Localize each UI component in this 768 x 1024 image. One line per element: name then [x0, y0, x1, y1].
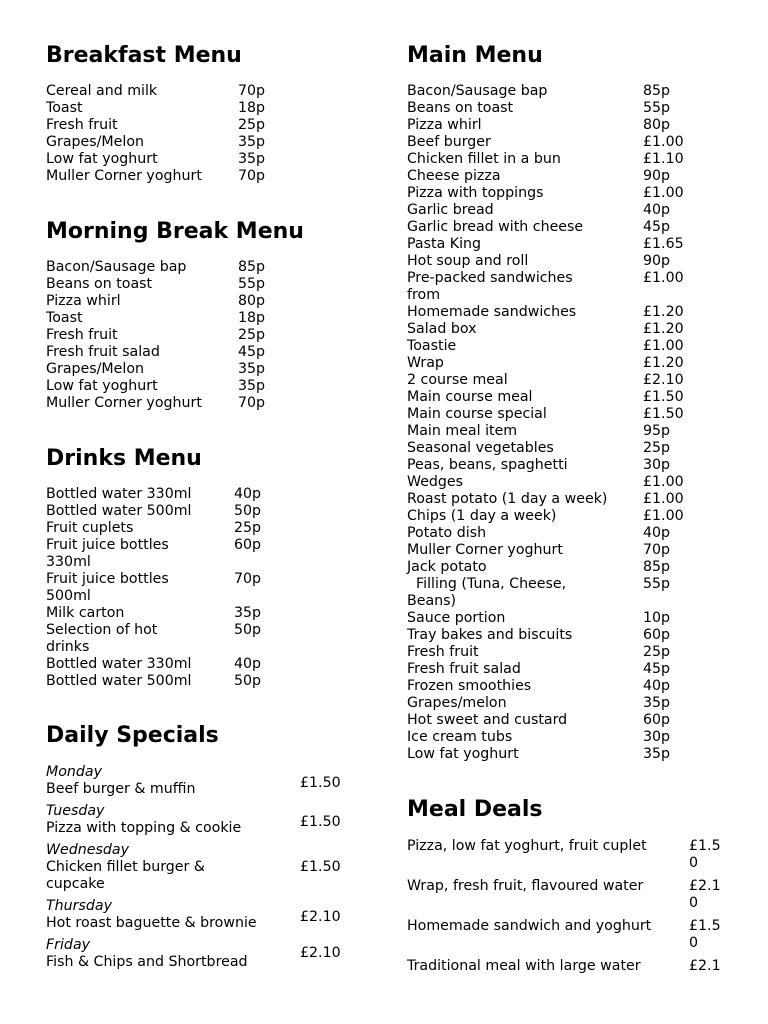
- menu-item: Low fat yoghurt 35p: [46, 378, 266, 394]
- deal-name: Homemade sandwich and yoghurt: [407, 918, 652, 934]
- special-day: Monday: [46, 764, 103, 780]
- menu-item: Main course meal £1.50: [407, 389, 684, 405]
- menu-item: Pre-packed sandwiches from £1.00: [407, 270, 684, 303]
- menu-item: Bacon/Sausage bap 85p: [407, 83, 671, 99]
- special-price: £1.50: [300, 859, 341, 875]
- menu-item: Grapes/Melon 35p: [46, 134, 266, 150]
- deal-price: £1.5 0: [689, 838, 721, 871]
- menu-item: Toast 18p: [46, 100, 266, 116]
- menu-item: Fresh fruit 25p: [407, 644, 671, 660]
- menu-item: Bottled water 330ml 40p: [46, 486, 262, 502]
- menu-item: Fresh fruit 25p: [46, 327, 266, 343]
- menu-item: Muller Corner yoghurt 70p: [46, 168, 266, 184]
- menu-item: Pizza with toppings £1.00: [407, 185, 684, 201]
- menu-item: Fruit juice bottles 330ml 60p: [46, 537, 262, 570]
- special-price: £1.50: [300, 775, 341, 791]
- menu-item: Grapes/melon 35p: [407, 695, 671, 711]
- deal-name: Wrap, fresh fruit, flavoured water: [407, 878, 644, 894]
- breakfast-section: [46, 42, 265, 185]
- menu-item: Main meal item 95p: [407, 423, 671, 439]
- section-title: Meal Deals: [407, 797, 543, 822]
- deals-section: [407, 796, 721, 975]
- menu-item: Cheese pizza 90p: [407, 168, 671, 184]
- special-name: Pizza with topping & cookie: [46, 820, 242, 836]
- specials-section: [46, 722, 341, 971]
- menu-item: Potato dish 40p: [407, 525, 671, 541]
- menu-item: Wrap £1.20: [407, 355, 684, 371]
- special-day: Friday: [46, 937, 91, 953]
- menu-item: Pizza whirl 80p: [407, 117, 671, 133]
- menu-item: Homemade sandwiches £1.20: [407, 304, 684, 320]
- menu-item: Fruit cuplets 25p: [46, 520, 262, 536]
- special-name: Fish & Chips and Shortbread: [46, 954, 248, 970]
- deal-name: Traditional meal with large water: [407, 958, 641, 974]
- special-day: Wednesday: [46, 842, 129, 858]
- special-item: [46, 803, 341, 837]
- deal-item: [407, 958, 721, 975]
- section-title: Morning Break Menu: [46, 219, 304, 244]
- menu-item: Beans on toast 55p: [46, 276, 266, 292]
- menu-item: 2 course meal £2.10: [407, 372, 684, 388]
- menu-item: Grapes/Melon 35p: [46, 361, 266, 377]
- deal-item: [407, 838, 721, 872]
- deal-price: £2.1: [689, 958, 721, 974]
- menu-item: Bottled water 500ml 50p: [46, 673, 262, 689]
- special-price: £2.10: [300, 909, 341, 925]
- menu-item: Fruit juice bottles 500ml 70p: [46, 571, 262, 604]
- menu-item: Bottled water 330ml 40p: [46, 656, 262, 672]
- menu-item: Jack potato 85p: [407, 559, 671, 575]
- menu-item: Tray bakes and biscuits 60p: [407, 627, 671, 643]
- section-title: Drinks Menu: [46, 446, 202, 471]
- menu-item: Bottled water 500ml 50p: [46, 503, 262, 519]
- deal-price: £1.5 0: [689, 918, 721, 951]
- deal-price: £2.1 0: [689, 878, 721, 911]
- menu-item: Filling (Tuna, Cheese, Beans) 55p: [407, 576, 671, 609]
- menu-item: Bacon/Sausage bap 85p: [46, 259, 266, 275]
- drinks-section: [46, 445, 261, 690]
- menu-item: Peas, beans, spaghetti 30p: [407, 457, 671, 473]
- menu-item: Toast 18p: [46, 310, 266, 326]
- menu-item: Chips (1 day a week) £1.00: [407, 508, 684, 524]
- morning-break-section: [46, 218, 304, 412]
- menu-item: Ice cream tubs 30p: [407, 729, 671, 745]
- menu-item: Low fat yoghurt 35p: [407, 746, 671, 762]
- menu-item: Muller Corner yoghurt 70p: [407, 542, 671, 558]
- special-item: [46, 764, 341, 798]
- menu-item: Pizza whirl 80p: [46, 293, 266, 309]
- menu-item: Seasonal vegetables 25p: [407, 440, 671, 456]
- menu-item: Selection of hot drinks 50p: [46, 622, 262, 655]
- menu-item: Beef burger £1.00: [407, 134, 684, 150]
- section-title: Main Menu: [407, 43, 543, 68]
- menu-item: Pasta King £1.65: [407, 236, 684, 252]
- menu-item: Frozen smoothies 40p: [407, 678, 671, 694]
- menu-item: Hot sweet and custard 60p: [407, 712, 671, 728]
- menu-item: Cereal and milk 70p: [46, 83, 266, 99]
- special-day: Tuesday: [46, 803, 105, 819]
- special-item: [46, 898, 341, 932]
- deal-item: [407, 918, 721, 952]
- special-name: Hot roast baguette & brownie: [46, 915, 257, 931]
- menu-item: Garlic bread 40p: [407, 202, 671, 218]
- special-item: [46, 937, 341, 971]
- menu-item: Hot soup and roll 90p: [407, 253, 671, 269]
- section-title: Breakfast Menu: [46, 43, 242, 68]
- menu-item: Toastie £1.00: [407, 338, 684, 354]
- special-day: Thursday: [46, 898, 112, 914]
- deal-name: Pizza, low fat yoghurt, fruit cuplet: [407, 838, 647, 854]
- menu-item: Muller Corner yoghurt 70p: [46, 395, 266, 411]
- menu-item: Chicken fillet in a bun £1.10: [407, 151, 684, 167]
- menu-item: Wedges £1.00: [407, 474, 684, 490]
- section-title: Daily Specials: [46, 723, 219, 748]
- main-section: [407, 42, 684, 763]
- menu-item: Main course special £1.50: [407, 406, 684, 422]
- special-name: Beef burger & muffin: [46, 781, 196, 797]
- menu-item: Garlic bread with cheese 45p: [407, 219, 671, 235]
- special-name: Chicken fillet burger & cupcake: [46, 859, 205, 892]
- special-item: [46, 842, 341, 893]
- menu-item: Salad box £1.20: [407, 321, 684, 337]
- menu-item: Fresh fruit salad 45p: [46, 344, 266, 360]
- menu-item: Sauce portion 10p: [407, 610, 671, 626]
- special-price: £1.50: [300, 814, 341, 830]
- menu-item: Low fat yoghurt 35p: [46, 151, 266, 167]
- menu-item: Roast potato (1 day a week) £1.00: [407, 491, 684, 507]
- menu-item: Fresh fruit 25p: [46, 117, 266, 133]
- deal-item: [407, 878, 721, 912]
- special-price: £2.10: [300, 945, 341, 961]
- menu-item: Beans on toast 55p: [407, 100, 671, 116]
- menu-item: Milk carton 35p: [46, 605, 262, 621]
- menu-item: Fresh fruit salad 45p: [407, 661, 671, 677]
